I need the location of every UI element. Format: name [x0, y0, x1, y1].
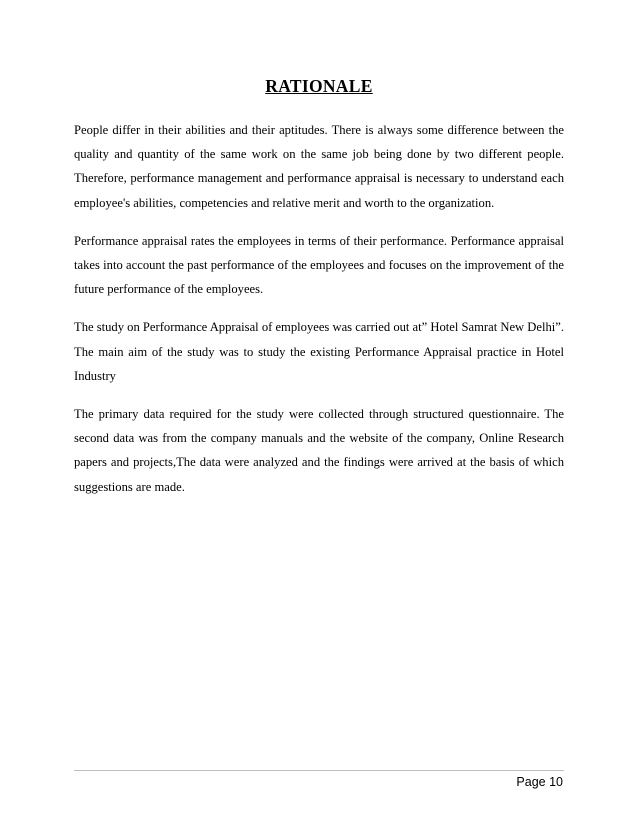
- page-title: RATIONALE: [265, 76, 373, 96]
- footer-divider: [74, 770, 564, 771]
- paragraph-study-location: The study on Performance Appraisal of employees was carried out at” Hotel Samrat New Delhi”. The main aim of the study was to study the existing Performance Appraisal practice in Hotel Industry: [74, 320, 564, 383]
- page-number: Page 10: [516, 775, 563, 789]
- paragraph-data-collection: The primary data required for the study were collected through structured questionnaire. The second data was from the company manuals and the website of the company, Online Research papers and projects,The data were analyzed and the findings were arrived at the basis of which suggestions are made.: [74, 407, 564, 494]
- paragraph-individual-differences: People differ in their abilities and their aptitudes. There is always some difference between the quality and quantity of the same work on the same job being done by two different people. Therefore, performance management and performance appraisal is necessary to understand each employee's abilities, competencies and relative merit and worth to the organization.: [74, 123, 564, 210]
- document-body: [74, 118, 564, 513]
- paragraph-performance-appraisal: Performance appraisal rates the employees in terms of their performance. Performance appraisal takes into account the past performance of the employees and focuses on the improvement of the future performance of the employees.: [74, 233, 564, 297]
